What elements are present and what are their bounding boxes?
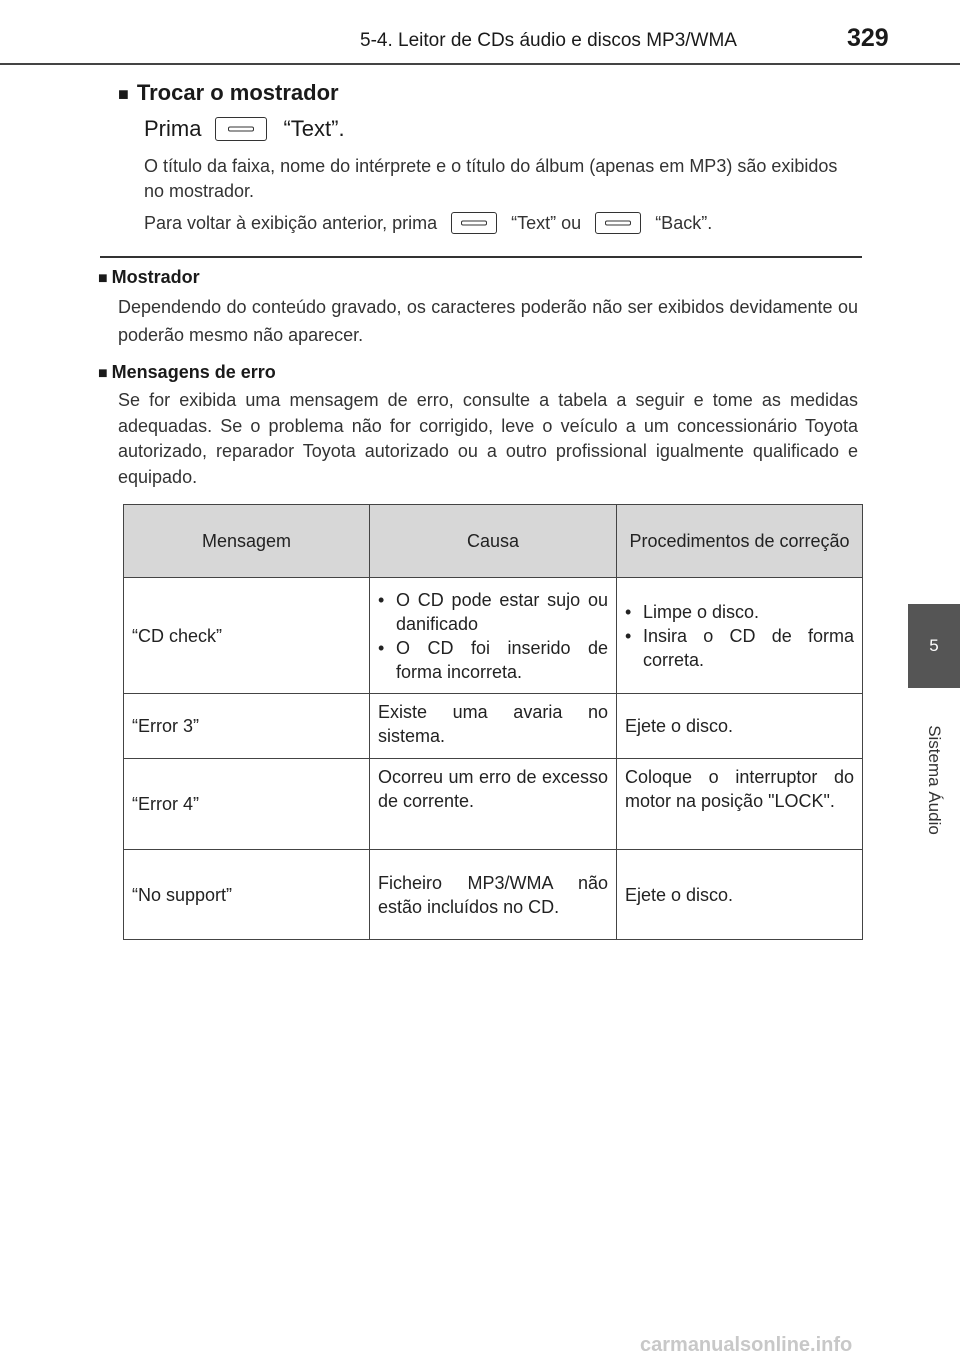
bullet-icon: • xyxy=(378,589,385,610)
section-heading-text: Trocar o mostrador xyxy=(136,80,339,105)
bullet-icon: • xyxy=(625,601,632,622)
cause-cell: Ocorreu um erro de excesso de corrente. xyxy=(370,759,617,850)
table-row xyxy=(124,578,863,694)
subheading-text: Mostrador xyxy=(111,267,200,287)
prima-label: Prima xyxy=(144,116,202,141)
column-header-procedure: Procedimentos de correção xyxy=(617,505,863,578)
return-instruction xyxy=(144,212,712,234)
section-divider xyxy=(100,256,862,258)
square-bullet-icon: ■ xyxy=(98,365,108,382)
table-row xyxy=(124,850,863,940)
chapter-tab[interactable] xyxy=(908,604,960,688)
procedure-text: Insira o CD de forma correta. xyxy=(643,625,854,670)
prima-instruction xyxy=(144,116,345,142)
chapter-number: 5 xyxy=(929,636,939,655)
bullet-icon: • xyxy=(378,637,385,658)
chapter-label xyxy=(908,690,960,870)
subheading-text: Mensagens de erro xyxy=(111,362,276,382)
chapter-label-text: Sistema Áudio xyxy=(925,725,944,835)
prima-suffix: “Text”. xyxy=(283,116,345,141)
list-item xyxy=(378,588,608,636)
mostrador-paragraph: Dependendo do conteúdo gravado, os caracteres poderão não ser exibidos devidamente ou poderão mesmo não aparecer. xyxy=(118,297,858,345)
procedure-cell: Ejete o disco. xyxy=(617,850,863,940)
table-row xyxy=(124,759,863,850)
watermark: carmanualsonline.info xyxy=(640,1334,853,1356)
message-cell: “Error 4” xyxy=(124,759,370,850)
button-key-icon xyxy=(215,117,267,141)
column-header-cause: Causa xyxy=(370,505,617,578)
table-header-row xyxy=(124,505,863,578)
button-key-icon xyxy=(451,212,497,234)
procedure-cell: Ejete o disco. xyxy=(617,694,863,759)
table-row xyxy=(124,694,863,759)
cause-text: O CD pode estar sujo ou danificado xyxy=(396,589,608,634)
button-key-icon xyxy=(595,212,641,234)
cause-cell xyxy=(370,578,617,694)
return-mid: “Text” ou xyxy=(511,212,582,233)
message-cell: “No support” xyxy=(124,850,370,940)
return-prefix: Para voltar à exibição anterior, prima xyxy=(144,212,438,233)
square-bullet-icon: ■ xyxy=(98,270,108,287)
cause-cell: Ficheiro MP3/WMA não estão incluídos no CD. xyxy=(370,850,617,940)
cause-cell: Existe uma avaria no sistema. xyxy=(370,694,617,759)
procedure-text: Limpe o disco. xyxy=(643,601,760,622)
procedure-cell: Coloque o interruptor do motor na posição "LOCK". xyxy=(617,759,863,850)
message-cell: “CD check” xyxy=(124,578,370,694)
cause-text: O CD foi inserido de forma incorreta. xyxy=(396,637,608,682)
section-heading-trocar xyxy=(118,80,339,106)
list-item xyxy=(625,624,854,672)
page-number: 329 xyxy=(847,24,889,52)
subheading-mensagens xyxy=(98,362,276,383)
list-item xyxy=(625,600,854,624)
message-cell: “Error 3” xyxy=(124,694,370,759)
header-rule xyxy=(0,63,960,65)
procedure-cell xyxy=(617,578,863,694)
info-paragraph: O título da faixa, nome do intérprete e o título do álbum (apenas em MP3) são exibidos no mostrador. xyxy=(144,156,838,201)
list-item xyxy=(378,636,608,684)
subheading-mostrador xyxy=(98,267,200,288)
bullet-icon: • xyxy=(625,625,632,646)
return-suffix: “Back”. xyxy=(655,212,713,233)
error-messages-table xyxy=(123,504,863,940)
header-title: 5-4. Leitor de CDs áudio e discos MP3/WMA xyxy=(360,30,737,51)
square-bullet-icon: ■ xyxy=(118,84,129,104)
mensagens-paragraph: Se for exibida uma mensagem de erro, consulte a tabela a seguir e tome as medidas adequadas. Se o problema não for corrigido, leve o veículo a um concessionário Toyota autorizado, reparador Toyota autorizado ou a outro profissional igualmente qualificado e equipado. xyxy=(118,390,858,487)
column-header-message: Mensagem xyxy=(124,505,370,578)
